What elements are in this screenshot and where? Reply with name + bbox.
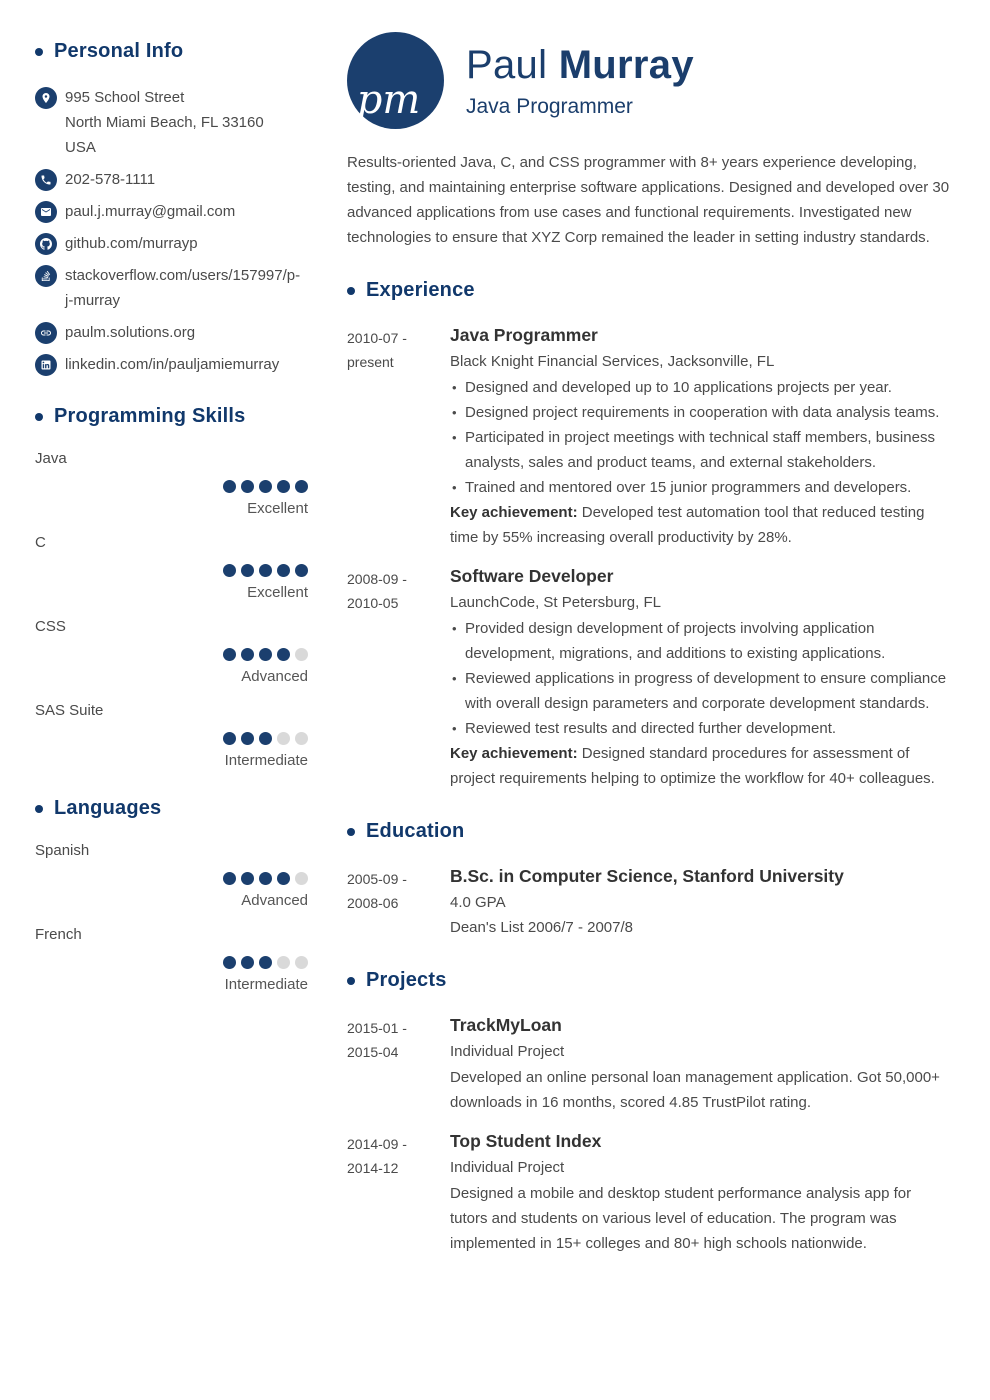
rating-dot-filled [241,732,254,745]
job-bullet: • Trained and mentored over 15 junior programmers and developers. [450,475,951,500]
rating-dot-empty [295,732,308,745]
job-title: Java Programmer [450,325,598,345]
job-date-start: 2008-09 - [347,571,407,587]
section-bullet-icon [347,287,355,295]
languages-section [35,797,308,993]
personal-info-title: Personal Info [54,40,184,62]
contact-line: github.com/murrayp [65,235,198,252]
rating-dot-filled [223,732,236,745]
rating-dot-filled [277,480,290,493]
language-item-level-label: Intermediate [224,976,308,993]
experience-entry [347,322,951,550]
programming-skills-heading [35,405,308,428]
rating-dots [35,732,308,745]
project-entry [347,1128,951,1256]
section-bullet-icon [347,828,355,836]
avatar [347,32,444,129]
contact-item [35,352,308,377]
rating-dot-filled [223,956,236,969]
project-dates [347,1128,450,1256]
first-name: Paul [466,42,548,87]
education-list [347,863,951,940]
contact-text [65,352,279,377]
job-bullet: • Designed and developed up to 10 applications projects per year. [450,375,951,400]
key-achievement: Key achievement: Developed test automation tool that reduced testing time by 55% increasing overall productivity by 28%. [450,504,925,546]
job-dates [347,322,450,550]
rating-dots [35,956,308,969]
project-date-start: 2014-09 - [347,1136,407,1152]
skill-item-name: SAS Suite [35,702,104,719]
education-detail: Dean's List 2006/7 - 2007/8 [450,919,633,936]
rating-dot-filled [241,648,254,661]
contact-text [65,263,308,313]
skill-item [35,618,308,685]
rating-dot-filled [223,872,236,885]
rating-dot-filled [241,956,254,969]
skill-item [35,702,308,769]
contact-line: USA [65,139,96,156]
full-name [466,43,694,88]
rating-dot-filled [295,480,308,493]
skill-item-name: Java [35,450,67,467]
section-bullet-icon [35,48,43,56]
job-bullet-list [450,616,951,741]
linkedin-icon [35,354,57,376]
section-bullet-icon [35,413,43,421]
contact-text [65,85,264,160]
key-achievement-label: Key achievement: [450,504,578,521]
rating-dot-filled [223,480,236,493]
rating-dot-empty [295,648,308,661]
personal-info-heading [35,40,308,63]
job-body [450,322,951,550]
language-item-name: Spanish [35,842,90,859]
contact-line: 202-578-1111 [65,171,156,188]
professional-summary: Results-oriented Java, C, and CSS programmer with 8+ years experience developing, testing, and maintaining enterprise software applications. Designed and developed over 30 advanced applications from use cases and functional requirements. Investigated new technologies to ensure that XYZ Corp remained the leader in setting industry standards. [347,154,950,246]
rating-dots [35,480,308,493]
rating-dot-filled [259,480,272,493]
key-achievement: Key achievement: Designed standard procedures for assessment of project requirements helping to optimize the workflow for 40+ colleagues. [450,745,935,787]
contact-item [35,263,308,313]
job-date-start: 2010-07 - [347,330,407,346]
rating-dots [35,648,308,661]
contact-item [35,320,308,345]
skill-item-level-label: Intermediate [224,752,308,769]
education-date-start: 2005-09 - [347,871,407,887]
contact-item [35,199,308,224]
contact-line: linkedin.com/in/pauljamiemurray [65,356,280,373]
rating-dot-filled [223,564,236,577]
job-bullet: • Reviewed applications in progress of development to ensure compliance with overall design parameters and corporate development standards. [450,666,951,716]
skills-list [35,450,308,769]
github-icon [35,233,57,255]
job-date-end: 2010-05 [347,595,399,611]
education-entry [347,863,951,940]
contact-line: 995 School Street [65,89,185,106]
education-heading [347,820,951,843]
rating-dot-filled [241,872,254,885]
project-date-end: 2015-04 [347,1044,399,1060]
project-dates [347,1012,450,1115]
education-date-end: 2008-06 [347,895,399,911]
job-date-end: present [347,354,394,370]
skill-item [35,450,308,517]
rating-dot-filled [277,564,290,577]
projects-title: Projects [366,969,447,991]
job-company: LaunchCode, St Petersburg, FL [450,594,661,611]
rating-dot-filled [259,956,272,969]
avatar-initials: pm [356,77,421,123]
skill-item-name: C [35,534,46,551]
contact-line: paulm.solutions.org [65,324,196,341]
rating-dot-filled [223,648,236,661]
rating-dot-filled [259,872,272,885]
contact-list [35,85,308,377]
languages-heading [35,797,308,820]
skill-item-level-label: Excellent [247,584,308,601]
personal-info-section [35,40,308,377]
contact-text [65,231,198,256]
project-description: Developed an online personal loan management application. Got 50,000+ downloads in 16 months, scored 4.85 TrustPilot rating. [450,1069,940,1111]
project-entry [347,1012,951,1115]
project-subtitle: Individual Project [450,1159,565,1176]
key-achievement-label: Key achievement: [450,745,578,762]
project-subtitle: Individual Project [450,1043,565,1060]
project-title: Top Student Index [450,1131,602,1151]
language-item [35,926,308,993]
job-title: Java Programmer [466,94,633,118]
project-date-end: 2014-12 [347,1160,399,1176]
job-company: Black Knight Financial Services, Jacksonville, FL [450,353,775,370]
section-bullet-icon [347,977,355,985]
job-title: Software Developer [450,566,614,586]
email-icon [35,201,57,223]
project-description: Designed a mobile and desktop student performance analysis app for tutors and students on various level of education. The program was implemented in 15+ colleges and 80+ high schools nationwide. [450,1185,912,1252]
experience-list [347,322,951,791]
job-bullet: • Provided design development of projects involving application development, migrations, and additions to existing applications. [450,616,951,666]
contact-text [65,199,235,224]
job-bullet: • Designed project requirements in cooperation with data analysis teams. [450,400,951,425]
job-dates [347,563,450,791]
education-detail: 4.0 GPA [450,894,506,911]
project-body [450,1128,951,1256]
contact-line: paul.j.murray@gmail.com [65,203,236,220]
rating-dot-filled [259,564,272,577]
stackoverflow-icon [35,265,57,287]
contact-item [35,231,308,256]
programming-skills-section [35,405,308,769]
rating-dots [35,872,308,885]
skill-item-name: CSS [35,618,66,635]
sidebar [0,0,316,1400]
rating-dot-empty [295,872,308,885]
rating-dot-filled [259,648,272,661]
project-body [450,1012,951,1115]
contact-line: stackoverflow.com/users/157997/p-j-murray [65,267,301,309]
rating-dot-filled [259,732,272,745]
skill-item-level-label: Advanced [241,668,308,685]
rating-dot-empty [295,956,308,969]
project-date-start: 2015-01 - [347,1020,407,1036]
phone-icon [35,169,57,191]
rating-dot-filled [277,872,290,885]
rating-dot-empty [277,956,290,969]
rating-dot-filled [241,564,254,577]
education-title: Education [366,820,465,842]
contact-line: North Miami Beach, FL 33160 [65,114,264,131]
project-title: TrackMyLoan [450,1015,562,1035]
rating-dots [35,564,308,577]
rating-dot-empty [277,732,290,745]
job-bullet: • Participated in project meetings with technical staff members, business analysts, sales and product teams, and external stakeholders. [450,425,951,475]
contact-text [65,167,155,192]
rating-dot-filled [241,480,254,493]
location-pin-icon [35,87,57,109]
projects-list [347,1012,951,1256]
last-name: Murray [558,42,694,87]
job-bullet: • Reviewed test results and directed further development. [450,716,951,741]
projects-heading [347,969,951,992]
experience-heading [347,279,951,302]
name-block [466,43,694,119]
section-bullet-icon [35,805,43,813]
link-icon [35,322,57,344]
education-dates [347,863,450,940]
job-body [450,563,951,791]
experience-title: Experience [366,279,475,301]
programming-skills-title: Programming Skills [54,405,246,427]
contact-item [35,167,308,192]
languages-title: Languages [54,797,162,819]
education-body [450,863,951,940]
education-title: B.Sc. in Computer Science, Stanford University [450,866,844,886]
rating-dot-filled [277,648,290,661]
language-item-name: French [35,926,82,943]
skill-item [35,534,308,601]
contact-item [35,85,308,160]
main-column [316,0,990,1400]
contact-text [65,320,195,345]
skill-item-level-label: Excellent [247,500,308,517]
rating-dot-filled [295,564,308,577]
language-item-level-label: Advanced [241,892,308,909]
experience-entry [347,563,951,791]
resume-header [347,32,951,129]
language-item [35,842,308,909]
languages-list [35,842,308,993]
job-bullet-list [450,375,951,500]
